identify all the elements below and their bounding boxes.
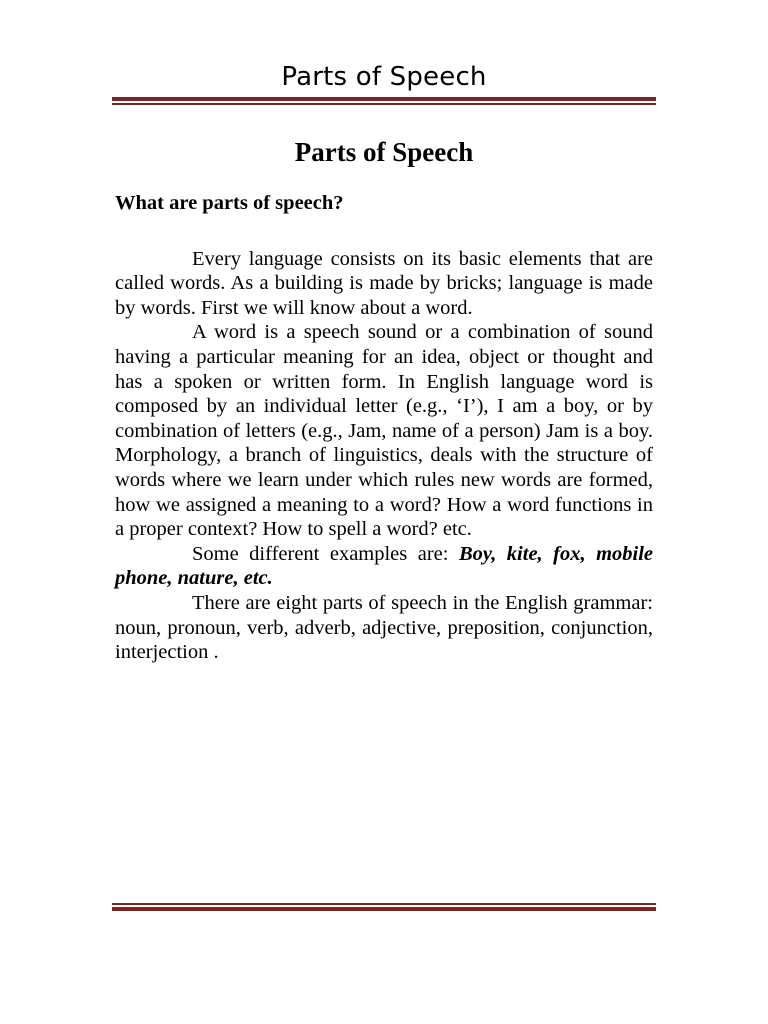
footer-divider-thin-line — [112, 903, 656, 905]
header-divider-thick-line — [112, 97, 656, 101]
page-title: Parts of Speech — [294, 137, 474, 167]
header-divider-thin-line — [112, 103, 656, 105]
paragraph-eight-parts: There are eight parts of speech in the English grammar: noun, pronoun, verb, adverb, adjective, preposition, conjunction, interjection . — [115, 591, 653, 664]
footer-divider — [112, 903, 656, 911]
header-divider — [112, 97, 656, 105]
running-header: Parts of Speech — [281, 62, 487, 92]
document-body — [115, 135, 653, 665]
section-heading: What are parts of speech? — [115, 192, 344, 214]
examples-list: Boy, kite, fox, mobile phone, nature, etc. — [115, 542, 654, 590]
paragraph-word-definition: A word is a speech sound or a combination of sound having a particular meaning for an idea, object or thought and has a spoken or written form. In English language word is composed by an individual letter (e.g., ‘I’), I am a boy, or by combination of letters (e.g., Jam, name of a person) Jam is a boy. Morphology, a branch of linguistics, deals with the structure of words where we learn under which rules new words are formed, how we assigned a meaning to a word? How a word functions in a proper context? How to spell a word? etc. — [115, 321, 653, 541]
paragraph-examples — [115, 542, 653, 591]
examples-lead-text: Some different examples are: — [192, 542, 459, 565]
paragraph-intro: Every language consists on its basic elements that are called words. As a building is made by bricks; language is made by words. First we will know about a word. — [115, 247, 653, 319]
footer-divider-thick-line — [112, 907, 656, 911]
